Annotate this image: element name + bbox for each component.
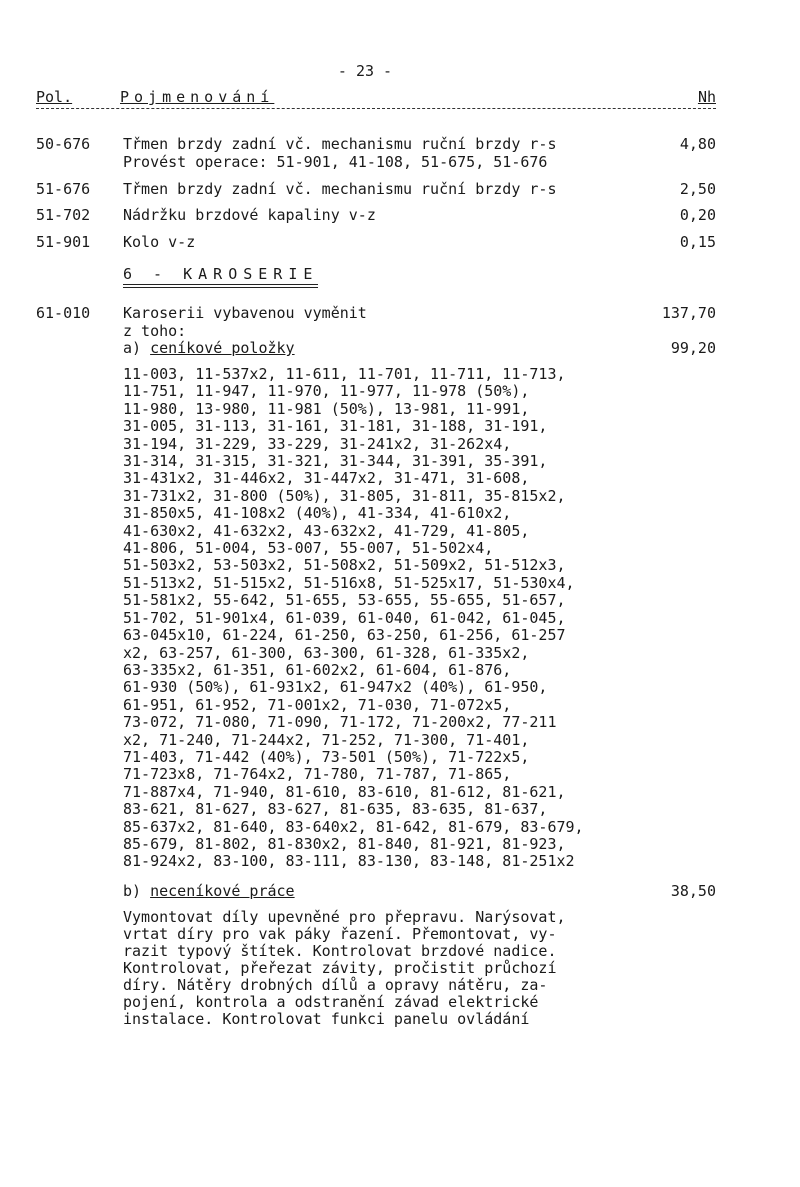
header-nh: Nh	[697, 88, 716, 106]
subsection-b-prefix: b)	[123, 882, 151, 900]
item-value: 137,70	[661, 304, 716, 322]
section-title: 6 - KAROSERIE	[123, 265, 319, 283]
header-pol: Pol.	[36, 88, 73, 106]
item-value: 0,15	[679, 233, 716, 251]
unpriced-work-text: Vymontovat díly upevněné pro přepravu. Narýsovat, vrtat díry pro vak páky řazení. Přemontovat, vy- razit typový štítek. Kontrolovat brzdové nadice. Kontrolovat, přeřezat závity, pročistit průchozí díry. Nátěry drobných dílů a opravy nátěru, za- pojení, kontrola a odstranění závad elektrické instalace. Kontrolovat funkci panelu ovládání	[123, 908, 566, 1028]
page-number: - 23 -	[337, 62, 393, 80]
item-code: 51-901	[36, 233, 91, 251]
item-value: 2,50	[679, 180, 716, 198]
table-header	[36, 88, 716, 109]
item-value: 4,80	[679, 135, 716, 153]
item-value: 0,20	[679, 206, 716, 224]
priced-items-list: 11-003, 11-537x2, 11-611, 11-701, 11-711, 11-713, 11-751, 11-947, 11-970, 11-977, 11-978 (50%), 11-980, 13-980, 11-981 (50%), 13-981, 11-991, 31-005, 31-113, 31-161, 31-181, 31-188, 31-191, 31-194, 31-229, 33-229, 31-241x2, 31-262x4, 31-314, 31-315, 31-321, 31-344, 31-391, 35-391, 31-431x2, 31-446x2, 31-447x2, 31-471, 31-608, 31-731x2, 31-800 (50%), 31-805, 31-811, 35-815x2, 31-850x5, 41-108x2 (40%), 41-334, 41-610x2, 41-630x2, 41-632x2, 43-632x2, 41-729, 41-805, 41-806, 51-004, 53-007, 55-007, 51-502x4, 51-503x2, 53-503x2, 51-508x2, 51-509x2, 51-512x3, 51-513x2, 51-515x2, 51-516x8, 51-525x17, 51-530x4, 51-581x2, 55-642, 51-655, 53-655, 55-655, 51-657, 51-702, 51-901x4, 61-039, 61-040, 61-042, 61-045, 63-045x10, 61-224, 61-250, 63-250, 61-256, 61-257 x2, 63-257, 61-300, 63-300, 61-328, 61-335x2, 63-335x2, 61-351, 61-602x2, 61-604, 61-876, 61-930 (50%), 61-931x2, 61-947x2 (40%), 61-950, 61-951, 61-952, 71-001x2, 71-030, 71-072x5, 73-072, 71-080, 71-090, 71-172, 71-200x2, 77-211 x2, 71-240, 71-244x2, 71-252, 71-300, 71-401, 71-403, 71-442 (40%), 73-501 (50%), 71-722x5, 71-723x8, 71-764x2, 71-780, 71-787, 71-865, 71-887x4, 71-940, 81-610, 83-610, 81-612, 81-621, 83-621, 81-627, 83-627, 81-635, 83-635, 81-637, 85-637x2, 81-640, 83-640x2, 81-642, 81-679, 83-679, 85-679, 81-802, 81-830x2, 81-840, 81-921, 81-923, 81-924x2, 83-100, 83-111, 83-130, 83-148, 81-251x2	[123, 365, 584, 871]
item-description: Kolo v-z	[123, 233, 196, 251]
item-code: 50-676	[36, 135, 91, 153]
item-description: Třmen brzdy zadní vč. mechanismu ruční brzdy r-s Provést operace: 51-901, 41-108, 51-675, 51-676	[123, 135, 557, 171]
subsection-b-heading	[123, 882, 295, 900]
header-name: Pojmenování	[120, 88, 275, 106]
item-description: Nádržku brzdové kapaliny v-z	[123, 206, 376, 224]
item-code: 61-010	[36, 304, 91, 322]
subsection-b-value: 38,50	[670, 882, 716, 900]
subsection-b-label: neceníkové práce	[150, 882, 295, 900]
subsection-a-prefix: a)	[123, 339, 151, 357]
subsection-a-heading	[123, 339, 295, 357]
item-code: 51-702	[36, 206, 91, 224]
item-description: Karoserii vybavenou vyměnit z toho:	[123, 304, 367, 340]
item-description: Třmen brzdy zadní vč. mechanismu ruční brzdy r-s	[123, 180, 557, 198]
subsection-a-value: 99,20	[670, 339, 716, 357]
item-code: 51-676	[36, 180, 91, 198]
subsection-a-label: ceníkové položky	[150, 339, 295, 357]
